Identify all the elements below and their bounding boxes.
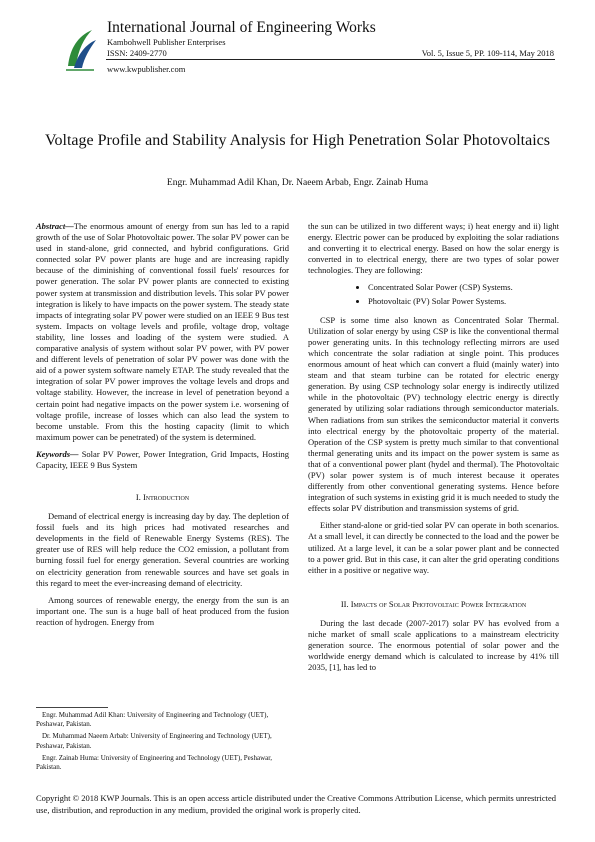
keywords-label: Keywords— <box>36 448 79 459</box>
section2-paragraph-1: During the last decade (2007-2017) solar PV has evolved from a niche market of small scale applications to a mainstream electricity generation source. The enormous potential of solar power and the worldwide energy demand which is calculated to increase by 41% till 2035, [1], has led to <box>308 617 559 673</box>
right-paragraph-2: CSP is some time also known as Concentrated Solar Thermal. Utilization of solar energy by using CSP is like the conventional thermal power generating units. In this technology reflecting mirrors are used which concentrate the solar radiation at single point. This produces enormous amount of heat which can convert a fluid (mainly water) into steam and that steam turbine can be rotated for electric energy generation. By using CSP technology solar energy is indirectly utilized while in the photovoltaic (PV) technology electric energy is directly generated by utilizing solar radiations through semiconductor materials. When radiations from sun strikes the semiconductor material it converts into electrical energy by the photovoltaic property of the material. Operation of the CSP system is pretty much similar to that conventional thermal generating units and its impact on the power system is same as that of a conventional power plant (hydel and thermal). The Photovoltaic (PV) solar power system is of much interest because it operates differently from other conventional generating systems. Hence before integration of such systems in existing grid it is much needed to study the effects solar PV distribution and transmission systems of grid. <box>308 314 559 514</box>
left-column <box>36 221 289 634</box>
right-column <box>308 221 559 679</box>
abstract-label: Abstract— <box>36 221 74 231</box>
author-footnotes <box>36 711 289 775</box>
issn: ISSN: 2409-2770 <box>107 48 167 58</box>
paper-authors: Engr. Muhammad Adil Khan, Dr. Naeem Arbab, Engr. Zainab Huma <box>166 178 429 188</box>
intro-paragraph-1: Demand of electrical energy is increasing day by day. The depletion of fossil fuels and its high prices had motivated researches and developments in the field of Renewable Energy Systems (RES). The greater use of RES will help reduce the CO2 emission, a pollutant from burning fossil fuel for energy generation. Several countries are working on electricity generation from renewable sources and have set goals in this regard to meet the ever-increasing demand of electricity. <box>36 511 289 588</box>
volume-info: Vol. 5, Issue 5, PP. 109-114, May 2018 <box>421 48 554 58</box>
abstract-text: The enormous amount of energy from sun has led to a rapid growth of the use of Solar Photovoltaic power. The solar PV power can be used in stand-alone, grid connected, and hybrid configurations. Grid connected solar PV power plants are huge and are increasing rapidly because of the diminishing of conventional fossil fuels' resources for power generation. The solar PV power plants are connected to existing power system at transmission and distribution levels. This solar PV power integration is likely to have impacts on the power system. The steady state impacts of integrating solar PV power were studied on an IEEE 9 Bus test system. Impacts on voltage levels and profile, voltage drop, voltage stability, line losses and loading of the system were studied. A comparative analysis of system without solar PV power, with PV power and different levels of penetration of solar PV power was done with the aid of a power system software namely ETAP. The study revealed that the integration of solar PV power improves the voltage levels and drops and voltage stability. However, the increase in level of penetration beyond a certain point had negative impacts on the power system i.e. worsening of voltage profile, increase of losses which can also lead the system to become unstable. From this the hosting capacity (limit to which maximum power can be penetrated) of the system is determined. <box>36 221 289 442</box>
website-link[interactable]: www.kwpublisher.com <box>107 64 186 74</box>
footnote-item: Engr. Zainab Huma: University of Engineering and Technology (UET), Peshawar, Pakistan. <box>36 753 273 772</box>
paper-title: Voltage Profile and Stability Analysis for High Penetration Solar Photovoltaics <box>45 132 550 149</box>
right-paragraph-3: Either stand-alone or grid-tied solar PV can operate in both scenarios. At a small level, it can directly be connected to the load and the power be utilized. At a large level, it can be a solar power plant and be connected to a power grid. But in this case, it can alter the grid operating conditions either in a positive or negative way. <box>308 520 559 575</box>
keywords-text: Solar PV Power, Power Integration, Grid Impacts, Hosting Capacity, IEEE 9 Bus System <box>36 448 289 470</box>
header-divider <box>106 59 555 60</box>
keywords <box>36 449 289 471</box>
list-item: • Concentrated Solar Power (CSP) Systems. <box>368 282 559 293</box>
copyright-notice: Copyright © 2018 KWP Journals. This is an open access article distributed under the Creative Commons Attribution License, which permits unrestricted use, distribution, and reproduction in any medium, provided the original work is properly cited. <box>36 793 556 815</box>
kw-publisher-logo-icon <box>64 26 98 72</box>
list-item: • Photovoltaic (PV) Solar Power Systems. <box>368 296 559 307</box>
footnote-divider <box>36 707 108 708</box>
intro-paragraph-2: Among sources of renewable energy, the energy from the sun is an important one. The sun is a huge ball of heat produced from the fusion reaction of hydrogen. Energy from <box>36 594 289 627</box>
abstract <box>36 221 289 443</box>
section-heading-impacts: II. Impacts of Solar Photovoltaic Power Integration <box>340 598 527 609</box>
journal-title: International Journal of Engineering Works <box>107 19 376 36</box>
publisher-name: Kambohwell Publisher Enterprises <box>107 37 226 47</box>
footnote-item: Dr. Muhammad Naeem Arbab: University of Engineering and Technology (UET), Peshawar, Pakistan. <box>36 732 272 750</box>
footnote-item: Engr. Muhammad Adil Khan: University of Engineering and Technology (UET), Peshawar, Pakistan. <box>36 711 269 729</box>
solar-technology-list <box>308 282 559 306</box>
section-heading-introduction: I. Introduction <box>135 492 190 503</box>
right-paragraph-1: the sun can be utilized in two different ways; i) heat energy and ii) light energy. Electric power can be produced by exploiting the solar radiations and converting it to electrical energy. Based on how the solar energy is converted in to electrical energy, there are two types of solar power technologies. They are following: <box>308 221 559 276</box>
